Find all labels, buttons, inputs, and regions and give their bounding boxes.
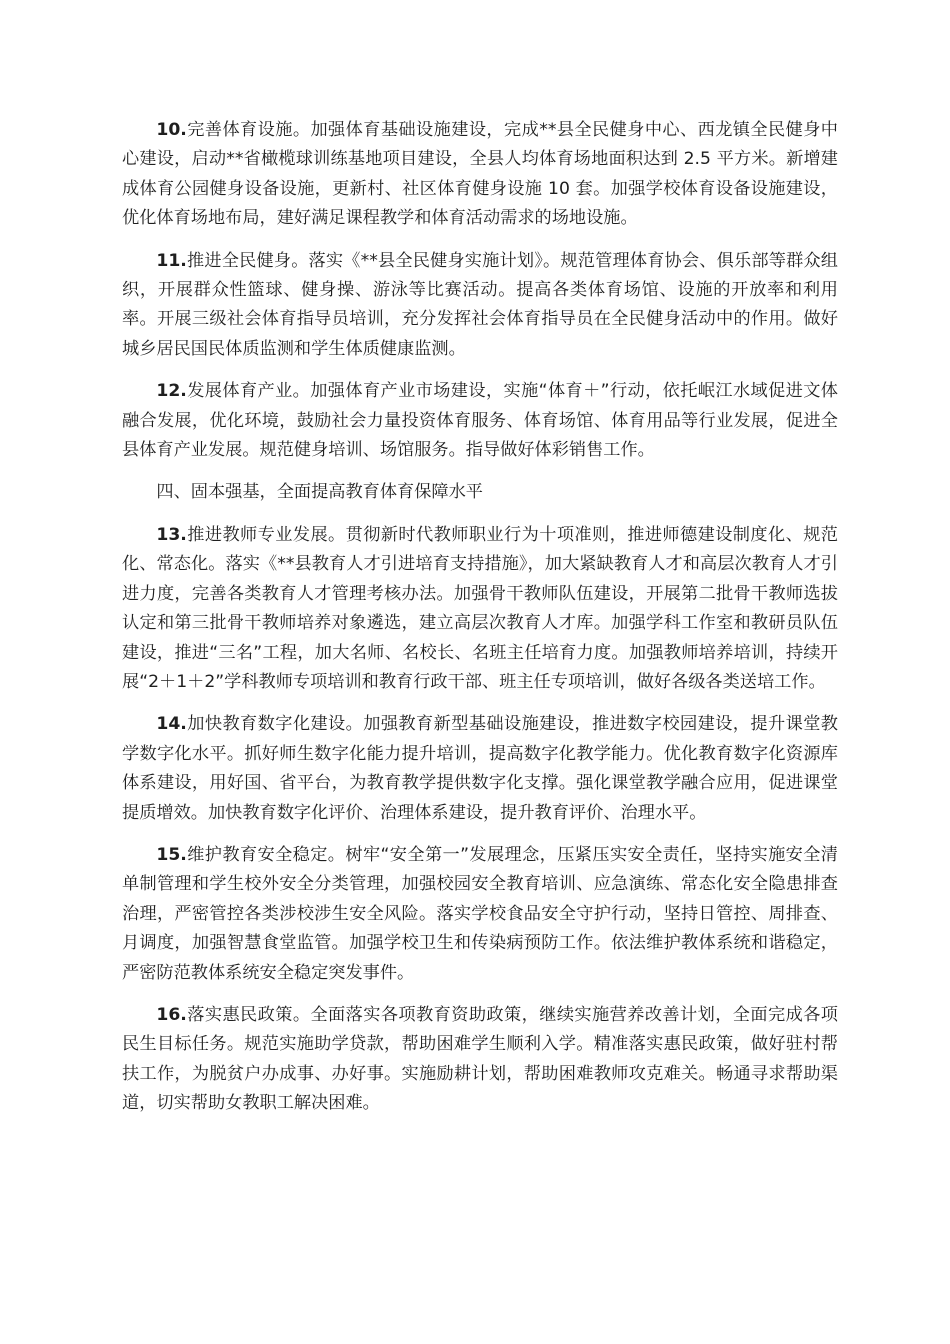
paragraph-text: 完善体育设施。加强体育基础设施建设，完成**县全民健身中心、西龙镇全民健身中心建设，启动**省橄榄球训练基地项目建设，全县人均体育场地面积达到 2.5 平方米。新增建成体育公园健身设备设施，更新村、社区体育健身设施 10 套。加强学校体育设备设施建设，优化体育场地布局，建好满足课程教学和体育活动需求的场地设施。 [122, 120, 838, 229]
paragraph-number: 13. [156, 524, 187, 545]
paragraph-text: 推进教师专业发展。贯彻新时代教师职业行为十项准则，推进师德建设制度化、规范化、常态化。落实《**县教育人才引进培育支持措施》，加大紧缺教育人才和高层次教育人才引进力度，完善各类教育人才管理考核办法。加强骨干教师队伍建设，开展第二批骨干教师选拔认定和第三批骨干教师培养对象遴选，建立高层次教育人才库。加强学科工作室和教研员队伍建设，推进“三名”工程，加大名师、名校长、名班主任培育力度。加强教师培养培训，持续开展“2＋1＋2”学科教师专项培训和教育行政干部、班主任专项培训，做好各级各类送培工作。 [122, 524, 838, 692]
paragraph-number: 12. [156, 381, 187, 402]
section-heading: 四、固本强基，全面提高教育体育保障水平 [156, 482, 483, 503]
paragraph-text: 发展体育产业。加强体育产业市场建设，实施“体育＋”行动，依托岷江水域促进文体融合发展，优化环境，鼓励社会力量投资体育服务、体育场馆、体育用品等行业发展，促进全县体育产业发展。规范健身培训、场馆服务。指导做好体彩销售工作。 [122, 381, 838, 461]
paragraph-16 [122, 1001, 838, 1119]
paragraph-number: 15. [156, 844, 187, 865]
paragraph-13 [122, 521, 838, 697]
paragraph-text: 落实惠民政策。全面落实各项教育资助政策，继续实施营养改善计划，全面完成各项民生目标任务。规范实施助学贷款，帮助困难学生顺利入学。精准落实惠民政策，做好驻村帮扶工作，为脱贫户办成事、办好事。实施励耕计划，帮助困难教师攻克难关。畅通寻求帮助渠道，切实帮助女教职工解决困难。 [122, 1004, 838, 1114]
paragraph-15 [122, 841, 838, 988]
paragraph-12 [122, 377, 838, 465]
paragraph-text: 维护教育安全稳定。树牢“安全第一”发展理念，压紧压实安全责任，坚持实施安全清单制管理和学生校外安全分类管理，加强校园安全教育培训、应急演练、常态化安全隐患排查治理，严密管控各类涉校涉生安全风险。落实学校食品安全守护行动，坚持日管控、周排查、月调度，加强智慧食堂监管。加强学校卫生和传染病预防工作。依法维护教体系统和谐稳定，严密防范教体系统安全稳定突发事件。 [122, 844, 838, 983]
paragraph-number: 16. [156, 1004, 187, 1025]
paragraph-number: 14. [156, 714, 187, 735]
paragraph-11 [122, 247, 838, 365]
paragraph-number: 11. [156, 250, 187, 271]
paragraph-text: 推进全民健身。落实《**县全民健身实施计划》。规范管理体育协会、俱乐部等群众组织，开展群众性篮球、健身操、游泳等比赛活动。提高各类体育场馆、设施的开放率和利用率。开展三级社会体育指导员培训，充分发挥社会体育指导员在全民健身活动中的作用。做好城乡居民国民体质监测和学生体质健康监测。 [122, 250, 838, 359]
document-page [122, 116, 838, 1132]
paragraph-number: 10. [156, 120, 187, 140]
paragraph-text: 加快教育数字化建设。加强教育新型基础设施建设，推进数字校园建设，提升课堂教学数字化水平。抓好师生数字化能力提升培训，提高数字化教学能力。优化教育数字化资源库体系建设，用好国、省平台，为教育教学提供数字化支撑。强化课堂教学融合应用，促进课堂提质增效。加快教育数字化评价、治理体系建设，提升教育评价、治理水平。 [122, 714, 838, 823]
paragraph-10 [122, 116, 838, 234]
paragraph-14 [122, 710, 838, 828]
